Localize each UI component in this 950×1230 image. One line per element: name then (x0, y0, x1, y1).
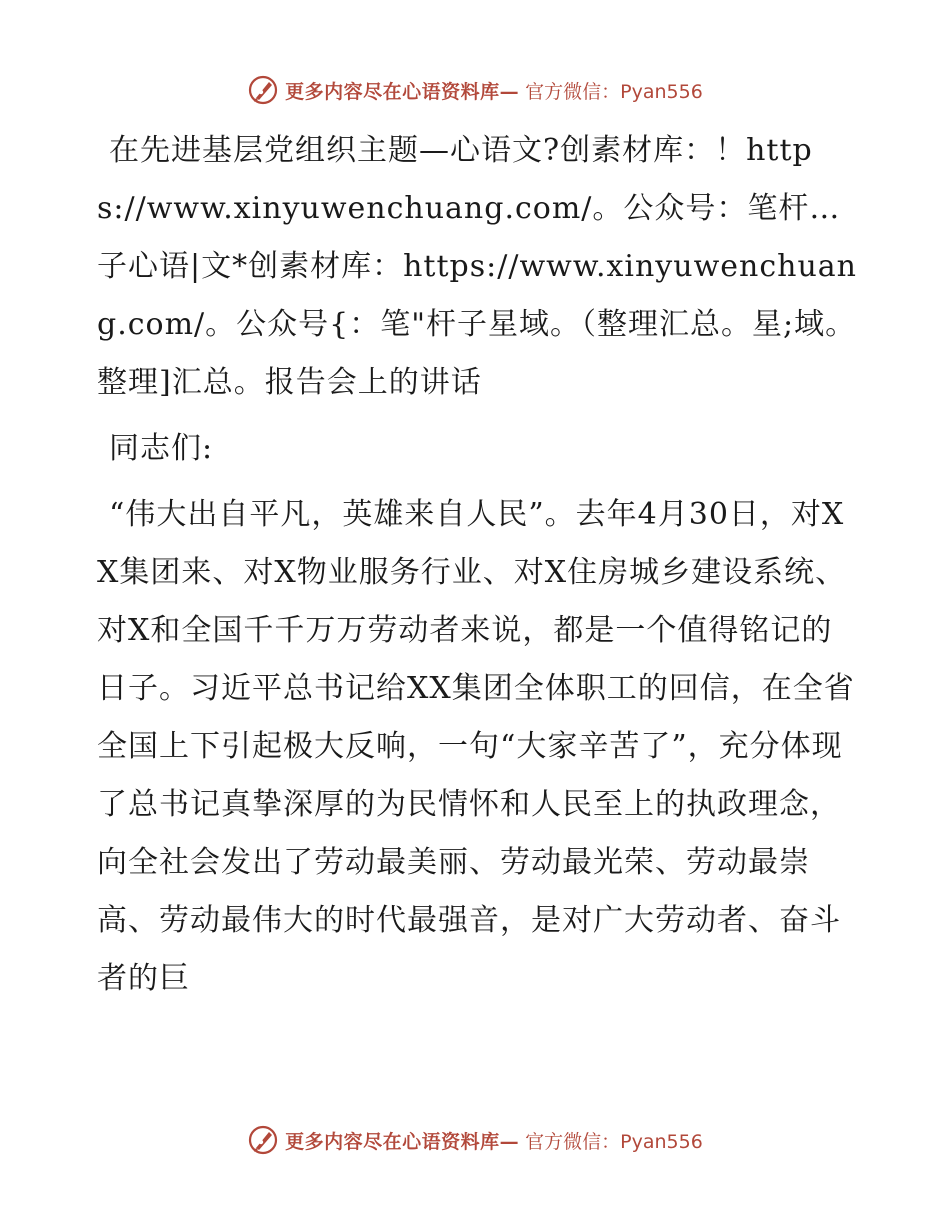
footer-banner (0, 1122, 950, 1158)
body-paragraph: “伟大出自平凡，英雄来自人民”。去年4月30日，对XX集团来、对X物业服务行业、对X住房城乡建设系统、对X和全国千千万万劳动者来说，都是一个值得铭记的日子。习近平总书记给XX集团全体职工的回信，在全省全国上下引起极大反响，一句“大家辛苦了”，充分体现了总书记真挚深厚的为民情怀和人民至上的执政理念，向全社会发出了劳动最美丽、劳动最光荣、劳动最崇高、劳动最伟大的时代最强音，是对广大劳动者、奋斗者的巨 (97, 497, 855, 996)
header-banner (0, 72, 950, 108)
footer-banner-text: 更多内容尽在心语资料库— (285, 1130, 520, 1153)
title-paragraph: 在先进基层党组织主题—心语文?创素材库：！https://www.xinyuwenchuang.com/。公众号：笔杆…子心语|文*创素材库：https://www.xinyuwenchuang.com/。公众号{：笔"杆子星域。（整理汇总。星;域。整理]汇总。报告会上的讲话 (97, 133, 857, 400)
greeting-paragraph: 同志们: (109, 431, 214, 466)
header-banner-text: 更多内容尽在心语资料库— (285, 80, 520, 103)
footer-banner-contact: 官方微信：Pyan556 (525, 1130, 703, 1153)
quill-pen-logo-icon (247, 1124, 279, 1156)
quill-pen-logo-icon (247, 74, 279, 106)
header-banner-contact: 官方微信：Pyan556 (525, 80, 703, 103)
document-body (97, 122, 857, 1008)
